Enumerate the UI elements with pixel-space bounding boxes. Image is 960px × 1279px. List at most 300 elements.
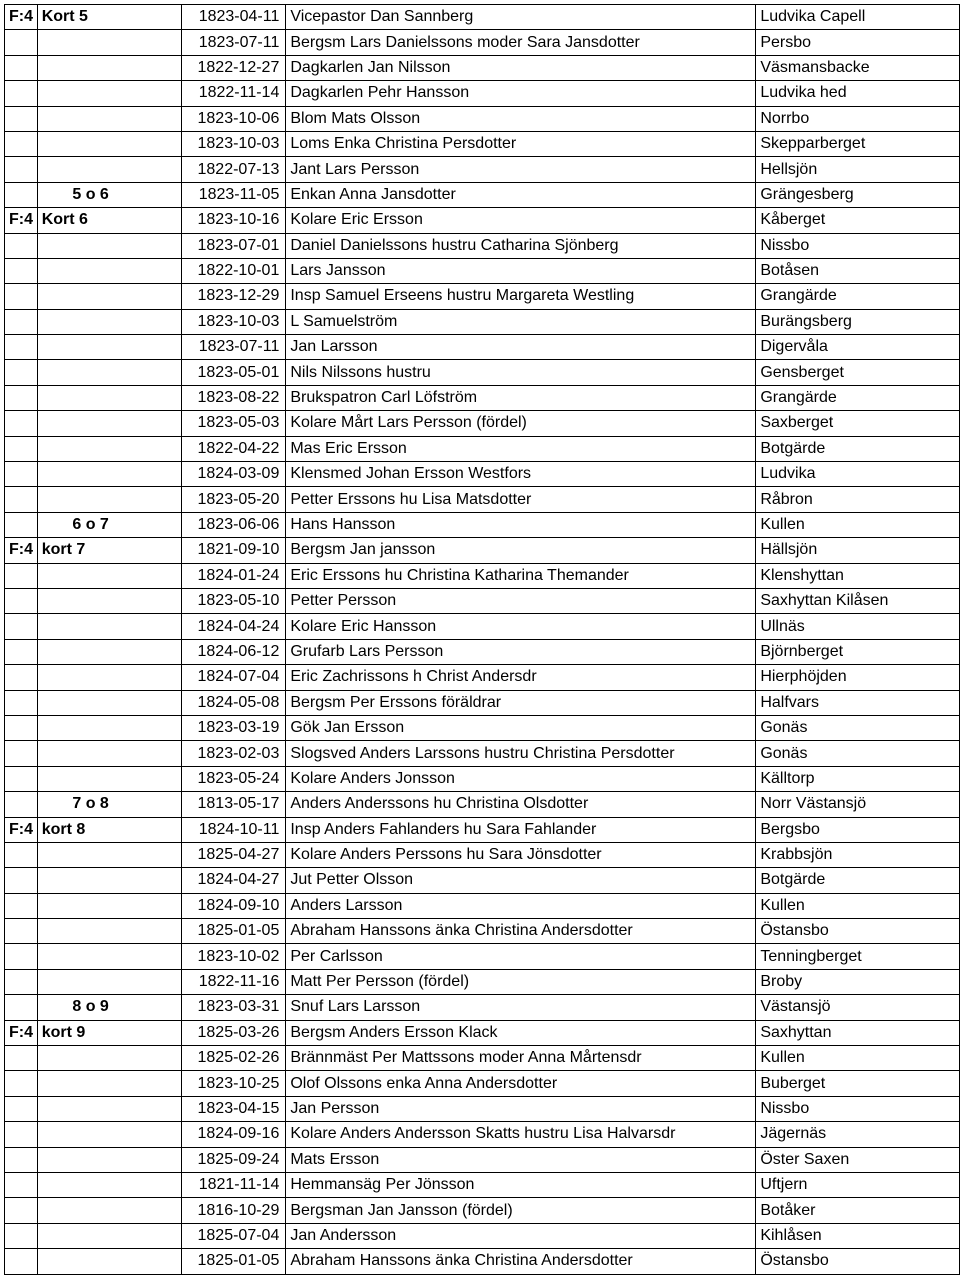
table-row <box>5 131 960 156</box>
card-cell <box>37 30 182 55</box>
series-cell <box>5 563 38 588</box>
place-cell: Burängsberg <box>756 309 960 334</box>
series-cell <box>5 969 38 994</box>
name-cell: Kolare Eric Ersson <box>286 208 756 233</box>
table-row <box>5 538 960 563</box>
date-cell: 1822-04-22 <box>182 436 286 461</box>
table-row <box>5 258 960 283</box>
place-cell: Kullen <box>756 512 960 537</box>
name-cell: Grufarb Lars Persson <box>286 639 756 664</box>
date-cell: 1824-07-04 <box>182 665 286 690</box>
place-cell: Kullen <box>756 893 960 918</box>
card-cell <box>37 563 182 588</box>
series-cell <box>5 1071 38 1096</box>
place-cell: Kåberget <box>756 208 960 233</box>
table-row <box>5 81 960 106</box>
table-row <box>5 919 960 944</box>
table-row <box>5 690 960 715</box>
name-cell: Mats Ersson <box>286 1147 756 1172</box>
card-cell <box>37 360 182 385</box>
date-cell: 1823-10-03 <box>182 309 286 334</box>
card-cell <box>37 157 182 182</box>
name-cell: Lars Jansson <box>286 258 756 283</box>
table-row <box>5 1249 960 1274</box>
series-cell <box>5 1223 38 1248</box>
date-cell: 1822-11-16 <box>182 969 286 994</box>
name-cell: Petter Erssons hu Lisa Matsdotter <box>286 487 756 512</box>
table-row <box>5 335 960 360</box>
name-cell: Brukspatron Carl Löfström <box>286 385 756 410</box>
card-cell <box>37 385 182 410</box>
place-cell: Källtorp <box>756 766 960 791</box>
date-cell: 1825-02-26 <box>182 1046 286 1071</box>
card-cell: 6 o 7 <box>37 512 182 537</box>
place-cell: Hierphöjden <box>756 665 960 690</box>
name-cell: Hans Hansson <box>286 512 756 537</box>
series-cell: F:4 <box>5 5 38 30</box>
date-cell: 1823-02-03 <box>182 741 286 766</box>
name-cell: Daniel Danielssons hustru Catharina Sjönberg <box>286 233 756 258</box>
card-cell <box>37 131 182 156</box>
series-cell <box>5 588 38 613</box>
place-cell: Hellsjön <box>756 157 960 182</box>
date-cell: 1824-10-11 <box>182 817 286 842</box>
name-cell: Abraham Hanssons änka Christina Andersdotter <box>286 1249 756 1274</box>
date-cell: 1825-04-27 <box>182 842 286 867</box>
card-cell <box>37 462 182 487</box>
card-cell: Kort 5 <box>37 5 182 30</box>
date-cell: 1825-01-05 <box>182 919 286 944</box>
name-cell: Slogsved Anders Larssons hustru Christina Persdotter <box>286 741 756 766</box>
place-cell: Skepparberget <box>756 131 960 156</box>
table-row <box>5 741 960 766</box>
card-cell <box>37 842 182 867</box>
date-cell: 1825-09-24 <box>182 1147 286 1172</box>
name-cell: Abraham Hanssons änka Christina Andersdotter <box>286 919 756 944</box>
name-cell: Vicepastor Dan Sannberg <box>286 5 756 30</box>
place-cell: Broby <box>756 969 960 994</box>
series-cell <box>5 81 38 106</box>
date-cell: 1823-10-25 <box>182 1071 286 1096</box>
name-cell: Per Carlsson <box>286 944 756 969</box>
name-cell: Jan Andersson <box>286 1223 756 1248</box>
table-row <box>5 385 960 410</box>
date-cell: 1823-08-22 <box>182 385 286 410</box>
table-row <box>5 1147 960 1172</box>
place-cell: Saxberget <box>756 411 960 436</box>
card-cell <box>37 309 182 334</box>
date-cell: 1823-04-15 <box>182 1096 286 1121</box>
name-cell: Brännmäst Per Mattssons moder Anna Mårtensdr <box>286 1046 756 1071</box>
date-cell: 1822-10-01 <box>182 258 286 283</box>
card-cell: kort 9 <box>37 1020 182 1045</box>
series-cell <box>5 157 38 182</box>
card-cell <box>37 258 182 283</box>
name-cell: Matt Per Persson (fördel) <box>286 969 756 994</box>
place-cell: Råbron <box>756 487 960 512</box>
place-cell: Nissbo <box>756 233 960 258</box>
name-cell: Mas Eric Ersson <box>286 436 756 461</box>
series-cell: F:4 <box>5 538 38 563</box>
name-cell: Petter Persson <box>286 588 756 613</box>
table-row <box>5 360 960 385</box>
name-cell: Insp Anders Fahlanders hu Sara Fahlander <box>286 817 756 842</box>
series-cell <box>5 614 38 639</box>
series-cell <box>5 665 38 690</box>
table-row <box>5 487 960 512</box>
date-cell: 1823-06-06 <box>182 512 286 537</box>
place-cell: Gensberget <box>756 360 960 385</box>
register-body <box>5 5 960 1275</box>
place-cell: Ullnäs <box>756 614 960 639</box>
table-row <box>5 969 960 994</box>
place-cell: Uftjern <box>756 1172 960 1197</box>
card-cell: Kort 6 <box>37 208 182 233</box>
date-cell: 1823-04-11 <box>182 5 286 30</box>
date-cell: 1822-07-13 <box>182 157 286 182</box>
series-cell <box>5 792 38 817</box>
date-cell: 1813-05-17 <box>182 792 286 817</box>
table-row <box>5 1122 960 1147</box>
name-cell: Jut Petter Olsson <box>286 868 756 893</box>
place-cell: Grängesberg <box>756 182 960 207</box>
table-row <box>5 817 960 842</box>
card-cell <box>37 1096 182 1121</box>
table-row <box>5 766 960 791</box>
place-cell: Bergsbo <box>756 817 960 842</box>
card-cell <box>37 487 182 512</box>
table-row <box>5 639 960 664</box>
table-row <box>5 182 960 207</box>
series-cell <box>5 842 38 867</box>
card-cell <box>37 1122 182 1147</box>
date-cell: 1824-04-24 <box>182 614 286 639</box>
series-cell <box>5 690 38 715</box>
name-cell: Gök Jan Ersson <box>286 715 756 740</box>
card-cell <box>37 614 182 639</box>
date-cell: 1823-05-03 <box>182 411 286 436</box>
series-cell <box>5 868 38 893</box>
place-cell: Klenshyttan <box>756 563 960 588</box>
name-cell: Loms Enka Christina Persdotter <box>286 131 756 156</box>
place-cell: Västansjö <box>756 995 960 1020</box>
series-cell <box>5 1249 38 1274</box>
series-cell <box>5 1172 38 1197</box>
date-cell: 1823-05-10 <box>182 588 286 613</box>
series-cell <box>5 1198 38 1223</box>
table-row <box>5 436 960 461</box>
date-cell: 1821-09-10 <box>182 538 286 563</box>
name-cell: Olof Olssons enka Anna Andersdotter <box>286 1071 756 1096</box>
name-cell: Bergsman Jan Jansson (fördel) <box>286 1198 756 1223</box>
card-cell <box>37 969 182 994</box>
card-cell <box>37 81 182 106</box>
name-cell: L Samuelström <box>286 309 756 334</box>
table-row <box>5 1198 960 1223</box>
name-cell: Eric Erssons hu Christina Katharina Themander <box>286 563 756 588</box>
card-cell <box>37 639 182 664</box>
card-cell: 5 o 6 <box>37 182 182 207</box>
date-cell: 1824-04-27 <box>182 868 286 893</box>
table-row <box>5 1020 960 1045</box>
name-cell: Jan Persson <box>286 1096 756 1121</box>
series-cell <box>5 995 38 1020</box>
card-cell <box>37 766 182 791</box>
place-cell: Ludvika Capell <box>756 5 960 30</box>
place-cell: Grangärde <box>756 385 960 410</box>
table-row <box>5 106 960 131</box>
card-cell <box>37 1172 182 1197</box>
date-cell: 1823-11-05 <box>182 182 286 207</box>
place-cell: Öster Saxen <box>756 1147 960 1172</box>
table-row <box>5 1046 960 1071</box>
place-cell: Halfvars <box>756 690 960 715</box>
table-row <box>5 1096 960 1121</box>
series-cell: F:4 <box>5 208 38 233</box>
date-cell: 1824-06-12 <box>182 639 286 664</box>
table-row <box>5 1223 960 1248</box>
name-cell: Bergsm Lars Danielssons moder Sara Jansdotter <box>286 30 756 55</box>
date-cell: 1823-10-06 <box>182 106 286 131</box>
series-cell <box>5 411 38 436</box>
date-cell: 1825-07-04 <box>182 1223 286 1248</box>
name-cell: Jan Larsson <box>286 335 756 360</box>
table-row <box>5 944 960 969</box>
place-cell: Kihlåsen <box>756 1223 960 1248</box>
name-cell: Kolare Anders Perssons hu Sara Jönsdotter <box>286 842 756 867</box>
date-cell: 1824-05-08 <box>182 690 286 715</box>
date-cell: 1824-09-10 <box>182 893 286 918</box>
table-row <box>5 563 960 588</box>
place-cell: Digervåla <box>756 335 960 360</box>
date-cell: 1823-10-03 <box>182 131 286 156</box>
card-cell <box>37 1046 182 1071</box>
date-cell: 1823-05-01 <box>182 360 286 385</box>
series-cell <box>5 436 38 461</box>
place-cell: Gonäs <box>756 715 960 740</box>
card-cell <box>37 411 182 436</box>
table-row <box>5 665 960 690</box>
table-row <box>5 1071 960 1096</box>
date-cell: 1823-05-20 <box>182 487 286 512</box>
table-row <box>5 30 960 55</box>
series-cell <box>5 258 38 283</box>
place-cell: Björnberget <box>756 639 960 664</box>
card-cell <box>37 55 182 80</box>
series-cell <box>5 893 38 918</box>
table-row <box>5 512 960 537</box>
name-cell: Blom Mats Olsson <box>286 106 756 131</box>
series-cell <box>5 233 38 258</box>
name-cell: Nils Nilssons hustru <box>286 360 756 385</box>
place-cell: Saxhyttan <box>756 1020 960 1045</box>
table-row <box>5 462 960 487</box>
date-cell: 1823-10-16 <box>182 208 286 233</box>
series-cell <box>5 1046 38 1071</box>
name-cell: Kolare Eric Hansson <box>286 614 756 639</box>
date-cell: 1824-01-24 <box>182 563 286 588</box>
series-cell <box>5 766 38 791</box>
table-row <box>5 233 960 258</box>
card-cell <box>37 106 182 131</box>
card-cell <box>37 690 182 715</box>
name-cell: Bergsm Anders Ersson Klack <box>286 1020 756 1045</box>
series-cell <box>5 639 38 664</box>
name-cell: Snuf Lars Larsson <box>286 995 756 1020</box>
place-cell: Grangärde <box>756 284 960 309</box>
series-cell <box>5 1122 38 1147</box>
card-cell <box>37 284 182 309</box>
table-row <box>5 1172 960 1197</box>
date-cell: 1816-10-29 <box>182 1198 286 1223</box>
name-cell: Bergsm Per Erssons föräldrar <box>286 690 756 715</box>
date-cell: 1825-03-26 <box>182 1020 286 1045</box>
table-row <box>5 893 960 918</box>
place-cell: Nissbo <box>756 1096 960 1121</box>
date-cell: 1823-07-11 <box>182 335 286 360</box>
series-cell <box>5 284 38 309</box>
table-row <box>5 411 960 436</box>
card-cell <box>37 893 182 918</box>
table-row <box>5 792 960 817</box>
place-cell: Botgärde <box>756 868 960 893</box>
date-cell: 1824-09-16 <box>182 1122 286 1147</box>
date-cell: 1823-05-24 <box>182 766 286 791</box>
name-cell: Bergsm Jan jansson <box>286 538 756 563</box>
series-cell <box>5 1147 38 1172</box>
series-cell <box>5 131 38 156</box>
card-cell <box>37 436 182 461</box>
name-cell: Kolare Mårt Lars Persson (fördel) <box>286 411 756 436</box>
name-cell: Jant Lars Persson <box>286 157 756 182</box>
series-cell: F:4 <box>5 1020 38 1045</box>
name-cell: Kolare Anders Andersson Skatts hustru Lisa Halvarsdr <box>286 1122 756 1147</box>
series-cell <box>5 1096 38 1121</box>
series-cell <box>5 512 38 537</box>
card-cell <box>37 741 182 766</box>
date-cell: 1822-12-27 <box>182 55 286 80</box>
place-cell: Hällsjön <box>756 538 960 563</box>
series-cell <box>5 55 38 80</box>
series-cell: F:4 <box>5 817 38 842</box>
place-cell: Norr Västansjö <box>756 792 960 817</box>
place-cell: Jägernäs <box>756 1122 960 1147</box>
place-cell: Botgärde <box>756 436 960 461</box>
place-cell: Väsmansbacke <box>756 55 960 80</box>
place-cell: Östansbo <box>756 1249 960 1274</box>
card-cell <box>37 588 182 613</box>
place-cell: Ludvika hed <box>756 81 960 106</box>
table-row <box>5 5 960 30</box>
series-cell <box>5 385 38 410</box>
card-cell <box>37 665 182 690</box>
series-cell <box>5 919 38 944</box>
card-cell <box>37 1249 182 1274</box>
card-cell <box>37 335 182 360</box>
place-cell: Krabbsjön <box>756 842 960 867</box>
name-cell: Dagkarlen Jan Nilsson <box>286 55 756 80</box>
table-row <box>5 995 960 1020</box>
date-cell: 1824-03-09 <box>182 462 286 487</box>
name-cell: Eric Zachrissons h Christ Andersdr <box>286 665 756 690</box>
date-cell: 1822-11-14 <box>182 81 286 106</box>
place-cell: Buberget <box>756 1071 960 1096</box>
series-cell <box>5 30 38 55</box>
card-cell <box>37 715 182 740</box>
card-cell <box>37 1223 182 1248</box>
series-cell <box>5 715 38 740</box>
card-cell <box>37 1071 182 1096</box>
name-cell: Klensmed Johan Ersson Westfors <box>286 462 756 487</box>
series-cell <box>5 462 38 487</box>
date-cell: 1823-07-11 <box>182 30 286 55</box>
table-row <box>5 842 960 867</box>
place-cell: Ludvika <box>756 462 960 487</box>
place-cell: Östansbo <box>756 919 960 944</box>
date-cell: 1823-03-31 <box>182 995 286 1020</box>
place-cell: Persbo <box>756 30 960 55</box>
name-cell: Enkan Anna Jansdotter <box>286 182 756 207</box>
series-cell <box>5 106 38 131</box>
table-row <box>5 868 960 893</box>
place-cell: Botåker <box>756 1198 960 1223</box>
place-cell: Botåsen <box>756 258 960 283</box>
card-cell: kort 7 <box>37 538 182 563</box>
date-cell: 1823-03-19 <box>182 715 286 740</box>
series-cell <box>5 487 38 512</box>
card-cell: 7 o 8 <box>37 792 182 817</box>
card-cell <box>37 233 182 258</box>
table-row <box>5 208 960 233</box>
name-cell: Kolare Anders Jonsson <box>286 766 756 791</box>
place-cell: Kullen <box>756 1046 960 1071</box>
series-cell <box>5 182 38 207</box>
series-cell <box>5 360 38 385</box>
table-row <box>5 157 960 182</box>
date-cell: 1823-12-29 <box>182 284 286 309</box>
table-row <box>5 614 960 639</box>
place-cell: Saxhyttan Kilåsen <box>756 588 960 613</box>
series-cell <box>5 944 38 969</box>
series-cell <box>5 309 38 334</box>
register-table <box>4 4 960 1275</box>
place-cell: Tenningberget <box>756 944 960 969</box>
name-cell: Anders Anderssons hu Christina Olsdotter <box>286 792 756 817</box>
place-cell: Norrbo <box>756 106 960 131</box>
date-cell: 1823-07-01 <box>182 233 286 258</box>
table-row <box>5 309 960 334</box>
card-cell <box>37 944 182 969</box>
card-cell <box>37 868 182 893</box>
table-row <box>5 588 960 613</box>
card-cell: kort 8 <box>37 817 182 842</box>
date-cell: 1825-01-05 <box>182 1249 286 1274</box>
table-row <box>5 55 960 80</box>
series-cell <box>5 741 38 766</box>
name-cell: Insp Samuel Erseens hustru Margareta Westling <box>286 284 756 309</box>
card-cell <box>37 1198 182 1223</box>
table-row <box>5 284 960 309</box>
card-cell <box>37 1147 182 1172</box>
card-cell: 8 o 9 <box>37 995 182 1020</box>
table-row <box>5 715 960 740</box>
name-cell: Dagkarlen Pehr Hansson <box>286 81 756 106</box>
series-cell <box>5 335 38 360</box>
card-cell <box>37 919 182 944</box>
date-cell: 1821-11-14 <box>182 1172 286 1197</box>
date-cell: 1823-10-02 <box>182 944 286 969</box>
name-cell: Hemmansäg Per Jönsson <box>286 1172 756 1197</box>
